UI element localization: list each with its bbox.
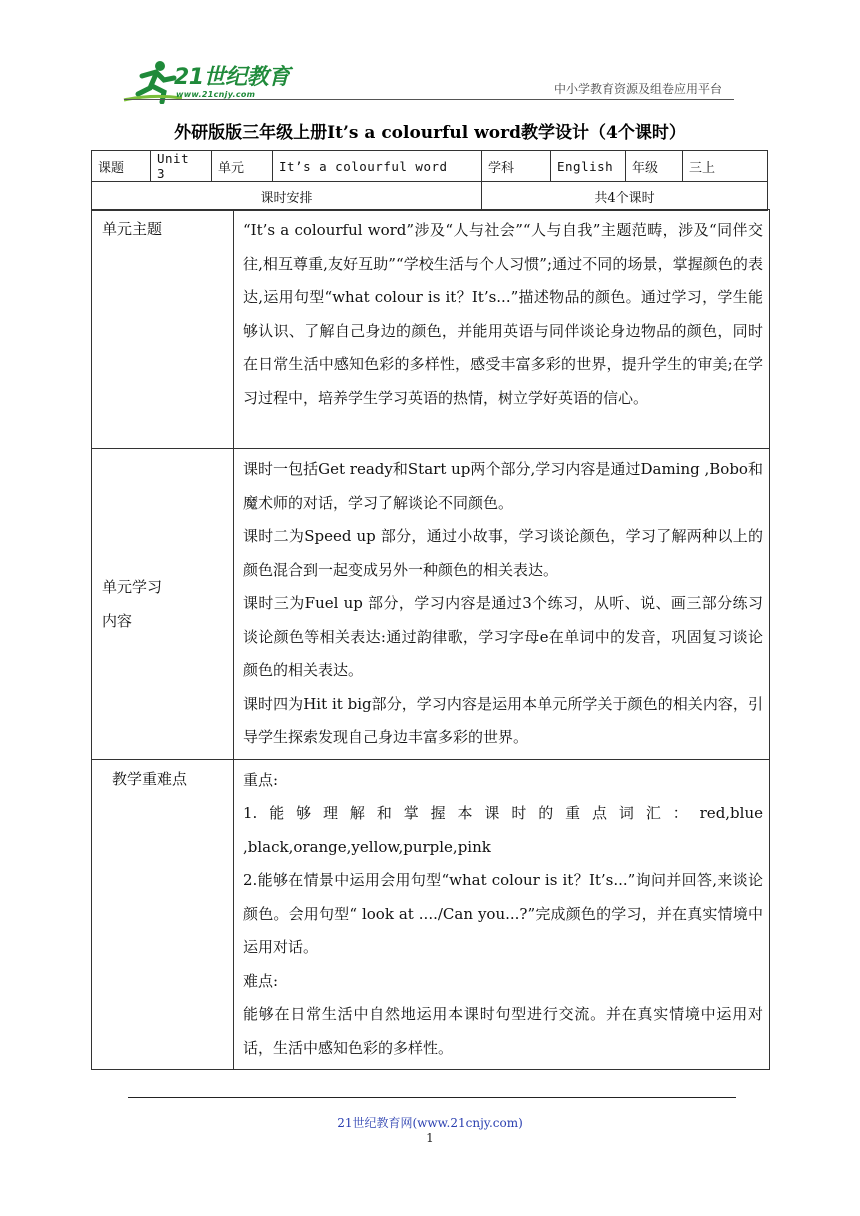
topic-value: Unit 3 <box>151 151 212 182</box>
subject-value: English <box>551 151 626 182</box>
content-text <box>234 449 770 760</box>
difficulty-item-1: 能够在日常生活中自然地运用本课时句型进行交流。并在真实情境中运用对话，生活中感知色彩的多样性。 <box>243 1005 763 1057</box>
subject-label: 学科 <box>482 151 551 182</box>
schedule-value: 共4个课时 <box>482 182 768 211</box>
difficulty-label: 难点: <box>243 971 279 990</box>
theme-row <box>92 210 770 449</box>
content-row <box>92 449 770 760</box>
content-label <box>92 449 234 760</box>
page-number: 1 <box>426 1131 434 1145</box>
unit-label: 单元 <box>212 151 273 182</box>
focus-item-1: 1.能够理解和掌握本课时的重点词汇：red,blue ,black,orange,yellow,purple,pink <box>243 804 763 856</box>
footer-site: 21世纪教育网(www.21cnjy.com) <box>337 1116 523 1130</box>
schedule-label: 课时安排 <box>92 182 482 211</box>
focus-label: 重点: <box>243 770 279 789</box>
focus-item-2: 2.能够在情景中运用会用句型“what colour is it？It’s...”询问并回答,来谈论颜色。会用句型“ look at ..../Can you...?”完成颜色的学习，并在真实情境中运用对话。 <box>243 871 763 956</box>
grade-label: 年级 <box>626 151 683 182</box>
logo-url: www.21cnjy.com <box>176 90 256 99</box>
info-table <box>91 150 768 211</box>
unit-value: It’s a colourful word <box>273 151 482 182</box>
main-table <box>91 209 770 1070</box>
content-paragraph-1: 课时一包括Get ready和Start up两个部分,学习内容是通过Daming ,Bobo和魔术师的对话，学习了解谈论不同颜色。 <box>243 460 763 512</box>
content-paragraph-2: 课时二为Speed up 部分，通过小故事，学习谈论颜色，学习了解两种以上的颜色混合到一起变成另外一种颜色的相关表达。 <box>243 527 763 579</box>
content-paragraph-4: 课时四为Hit it big部分，学习内容是运用本单元所学关于颜色的相关内容，引导学生探索发现自己身边丰富多彩的世界。 <box>243 694 763 746</box>
content-label-line1: 单元学习 <box>102 577 163 596</box>
document-title: 外研版版三年级上册It’s a colourful word教学设计（4个课时） <box>174 123 686 143</box>
content-paragraph-3: 课时三为Fuel up 部分，学习内容是通过3个练习，从听、说、画三部分练习谈论颜色等相关表达:通过韵律歌，学习字母e在单词中的发音，巩固复习谈论颜色的相关表达。 <box>243 594 763 679</box>
key-points-text <box>234 759 770 1070</box>
content-label-line2: 内容 <box>102 611 133 630</box>
theme-text: “It’s a colourful word”涉及“人与社会”“人与自我”主题范畴，涉及“同伴交往,相互尊重,友好互助”“学校生活与个人习惯”;通过不同的场景，掌握颜色的表达,运用句型“what colour is it？It’s...”描述物品的颜色。通过学习，学生能够认识、了解自己身边的颜色，并能用英语与同伴谈论身边物品的颜色，同时在日常生活中感知色彩的多样性，感受丰富多彩的世界，提升学生的审美;在学习过程中，培养学生学习英语的热情，树立学好英语的信心。 <box>234 210 770 449</box>
key-points-row <box>92 759 770 1070</box>
logo-text: 21世纪教育 <box>174 65 290 90</box>
theme-label: 单元主题 <box>92 210 234 449</box>
platform-name: 中小学教育资源及组卷应用平台 <box>553 82 722 96</box>
header-divider <box>124 99 734 100</box>
footer-divider <box>128 1097 736 1098</box>
key-points-label: 教学重难点 <box>92 759 234 1070</box>
topic-label: 课题 <box>92 151 151 182</box>
grade-value: 三上 <box>683 151 768 182</box>
